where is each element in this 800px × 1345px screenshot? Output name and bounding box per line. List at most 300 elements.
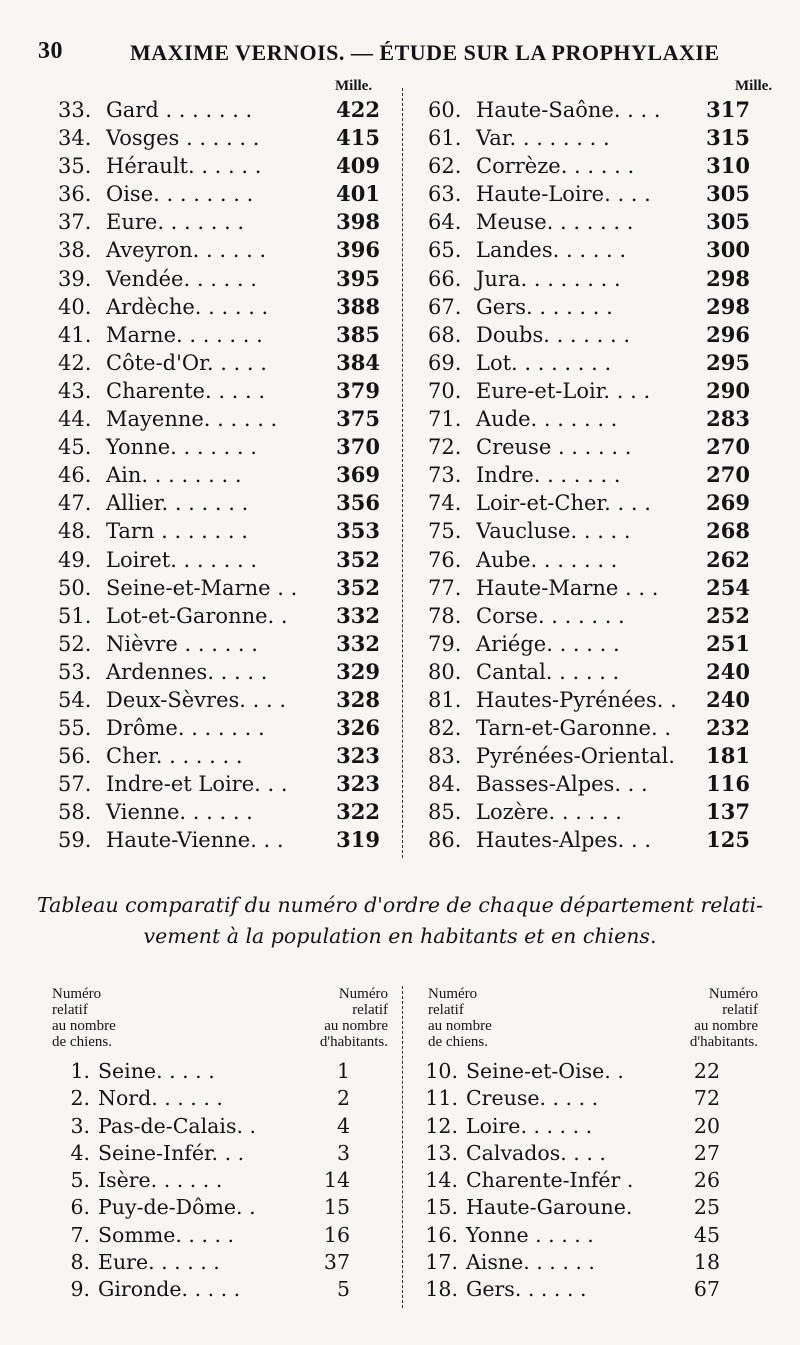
- row-number: 44.: [58, 407, 92, 432]
- row-number: 82.: [428, 716, 462, 741]
- row-value: 283: [706, 406, 750, 432]
- row-number: 63.: [428, 182, 462, 207]
- row-value: 2: [336, 1086, 350, 1111]
- row-number: 48.: [58, 519, 92, 544]
- row-number: 6.: [70, 1195, 90, 1220]
- row-number: 36.: [58, 182, 92, 207]
- row-value: 269: [706, 490, 750, 516]
- table-row: [58, 546, 380, 574]
- row-number: 35.: [58, 154, 92, 179]
- row-value: 45: [693, 1222, 720, 1247]
- table-row: [418, 1194, 720, 1221]
- row-value: 252: [706, 602, 750, 628]
- row-number: 81.: [428, 687, 462, 712]
- table2-right-column: [418, 1058, 720, 1304]
- department-name: Var. . . . . . . .: [476, 126, 610, 151]
- header-line: Numéro: [708, 986, 758, 1002]
- table-row: [418, 1222, 720, 1249]
- row-number: 17.: [425, 1250, 458, 1275]
- row-value: 329: [336, 658, 380, 684]
- row-number: 16.: [425, 1222, 458, 1247]
- row-number: 47.: [58, 491, 92, 516]
- header-line: Numéro: [338, 986, 388, 1002]
- table-row: [58, 152, 380, 180]
- table-row: [428, 293, 750, 321]
- table-row: [58, 686, 380, 714]
- row-number: 68.: [428, 322, 462, 347]
- row-number: 64.: [428, 210, 462, 235]
- table2-caption: [30, 890, 770, 952]
- row-number: 57.: [58, 772, 92, 797]
- table-row: [428, 349, 750, 377]
- table-row: [58, 124, 380, 152]
- row-number: 84.: [428, 772, 462, 797]
- row-number: 85.: [428, 800, 462, 825]
- department-name: Seine-et-Marne . .: [106, 575, 298, 600]
- department-name: Drôme. . . . . . .: [106, 716, 265, 741]
- table-row: [428, 208, 750, 236]
- department-name: Seine-et-Oise. .: [466, 1059, 624, 1083]
- department-name: Eure-et-Loir. . . .: [476, 378, 651, 403]
- table2-left-column: [50, 1058, 350, 1304]
- row-value: 385: [336, 321, 380, 347]
- department-name: Vaucluse. . . . .: [476, 519, 631, 544]
- row-number: 15.: [425, 1195, 458, 1220]
- table-row: [58, 405, 380, 433]
- department-name: Haute-Loire. . . .: [476, 182, 651, 207]
- row-number: 78.: [428, 603, 462, 628]
- row-number: 54.: [58, 687, 92, 712]
- row-value: 401: [336, 181, 380, 207]
- table-row: [58, 321, 380, 349]
- table-row: [58, 517, 380, 545]
- department-name: Pas-de-Calais. .: [98, 1113, 257, 1138]
- header-line: au nombre: [694, 1018, 758, 1034]
- table-row: [428, 602, 750, 630]
- row-number: 62.: [428, 154, 462, 179]
- header-line: relatif: [722, 1002, 758, 1018]
- table-row: [58, 798, 380, 826]
- department-name: Corrèze. . . . . .: [476, 154, 635, 179]
- row-value: 232: [706, 715, 750, 741]
- table-row: [58, 742, 380, 770]
- row-number: 79.: [428, 631, 462, 656]
- table-row: [58, 265, 380, 293]
- department-name: Charente. . . . .: [106, 378, 266, 403]
- row-value: 15: [323, 1195, 350, 1220]
- row-number: 41.: [58, 322, 92, 347]
- table2-column-divider: [402, 986, 403, 1308]
- department-name: Lot-et-Garonne. .: [106, 603, 288, 628]
- table-row: [58, 714, 380, 742]
- table-row: [428, 658, 750, 686]
- row-value: 422: [336, 97, 380, 122]
- row-number: 70.: [428, 378, 462, 403]
- table-row: [428, 686, 750, 714]
- department-name: Puy-de-Dôme. .: [98, 1195, 256, 1220]
- row-value: 27: [693, 1140, 720, 1165]
- department-name: Cantal. . . . . .: [476, 659, 620, 684]
- row-number: 83.: [428, 744, 462, 769]
- department-name: Corse. . . . . . .: [476, 603, 625, 628]
- department-name: Jura. . . . . . . .: [476, 266, 621, 291]
- row-number: 46.: [58, 463, 92, 488]
- row-value: 328: [336, 686, 380, 712]
- row-number: 39.: [58, 266, 92, 291]
- row-value: 375: [336, 406, 380, 432]
- department-name: Marne. . . . . . .: [106, 322, 263, 347]
- row-number: 2.: [70, 1086, 90, 1111]
- row-number: 72.: [428, 435, 462, 460]
- department-name: Landes. . . . . .: [476, 238, 627, 263]
- unit-label-right: Mille.: [735, 78, 773, 94]
- row-value: 305: [706, 209, 750, 235]
- row-value: 26: [693, 1168, 720, 1193]
- row-value: 379: [336, 377, 380, 403]
- department-name: Haute-Marne . . .: [476, 575, 659, 600]
- row-number: 18.: [425, 1277, 458, 1302]
- department-name: Hautes-Pyrénées. .: [476, 687, 677, 712]
- table2-header-people-right: [650, 986, 758, 1050]
- department-name: Lot. . . . . . . .: [476, 350, 612, 375]
- department-name: Aisne. . . . . .: [466, 1250, 595, 1275]
- department-name: Tarn . . . . . . .: [106, 519, 248, 544]
- row-number: 9.: [70, 1277, 90, 1302]
- department-name: Ain. . . . . . . .: [106, 463, 242, 488]
- row-value: 317: [706, 97, 750, 122]
- department-name: Oise. . . . . . . .: [106, 182, 254, 207]
- department-name: Loir-et-Cher. . . .: [476, 491, 651, 516]
- table-row: [58, 770, 380, 798]
- department-name: Tarn-et-Garonne. .: [476, 716, 671, 741]
- table-row: [428, 433, 750, 461]
- table-row: [50, 1194, 350, 1221]
- header-line: de chiens.: [52, 1034, 112, 1050]
- row-value: 322: [336, 799, 380, 825]
- table-row: [428, 124, 750, 152]
- row-value: 305: [706, 181, 750, 207]
- table-row: [428, 96, 750, 124]
- row-number: 5.: [70, 1168, 90, 1193]
- row-value: 72: [693, 1086, 720, 1111]
- department-name: Aube. . . . . . .: [476, 547, 618, 572]
- row-number: 7.: [70, 1222, 90, 1247]
- row-value: 25: [693, 1195, 720, 1220]
- table2-header-dogs-left: [52, 986, 116, 1050]
- row-number: 61.: [428, 126, 462, 151]
- row-value: 16: [323, 1222, 350, 1247]
- department-name: Nièvre . . . . . .: [106, 631, 258, 656]
- row-number: 80.: [428, 659, 462, 684]
- department-name: Eure. . . . . .: [98, 1250, 220, 1275]
- row-value: 352: [336, 574, 380, 600]
- table-row: [58, 602, 380, 630]
- header-line: Numéro: [52, 986, 102, 1002]
- table-row: [50, 1276, 350, 1303]
- table1-right-column: [428, 96, 750, 855]
- department-name: Loiret. . . . . . .: [106, 547, 257, 572]
- department-name: Hérault. . . . . .: [106, 154, 262, 179]
- caption-line-1: Tableau comparatif du numéro d'ordre de chaque département relati-: [37, 893, 763, 917]
- department-name: Indre. . . . . . .: [476, 463, 621, 488]
- department-name: Eure. . . . . . .: [106, 210, 245, 235]
- department-name: Côte-d'Or. . . . .: [106, 350, 267, 375]
- department-name: Meuse. . . . . . .: [476, 210, 634, 235]
- row-value: 1: [336, 1059, 350, 1083]
- department-name: Isère. . . . . .: [98, 1168, 223, 1193]
- department-name: Loire. . . . . .: [466, 1113, 593, 1138]
- table-row: [428, 377, 750, 405]
- table-row: [58, 349, 380, 377]
- department-name: Haute-Garoune.: [466, 1195, 633, 1220]
- row-value: 251: [706, 630, 750, 656]
- row-value: 310: [706, 153, 750, 179]
- table-row: [428, 714, 750, 742]
- row-number: 40.: [58, 294, 92, 319]
- department-name: Pyrénées-Oriental.: [476, 744, 675, 769]
- department-name: Lozère. . . . . .: [476, 800, 622, 825]
- table-row: [58, 630, 380, 658]
- table-row: [50, 1249, 350, 1276]
- table-row: [418, 1249, 720, 1276]
- table-row: [58, 826, 380, 854]
- department-name: Aveyron. . . . . .: [106, 238, 267, 263]
- row-number: 10.: [425, 1059, 458, 1083]
- row-value: 254: [706, 574, 750, 600]
- department-name: Somme. . . . .: [98, 1222, 235, 1247]
- table-row: [428, 461, 750, 489]
- department-name: Yonne . . . . .: [466, 1222, 594, 1247]
- row-value: 323: [336, 771, 380, 797]
- department-name: Indre-et Loire. . .: [106, 772, 288, 797]
- table-row: [50, 1085, 350, 1112]
- row-number: 13.: [425, 1140, 458, 1165]
- unit-label-left: Mille.: [335, 78, 373, 94]
- row-value: 270: [706, 434, 750, 460]
- row-number: 56.: [58, 744, 92, 769]
- header-line: relatif: [428, 1002, 464, 1018]
- row-value: 356: [336, 490, 380, 516]
- row-number: 55.: [58, 716, 92, 741]
- caption-line-2: vement à la population en habitants et en chiens.: [143, 924, 657, 948]
- row-number: 75.: [428, 519, 462, 544]
- row-value: 319: [336, 827, 380, 853]
- row-number: 53.: [58, 659, 92, 684]
- row-number: 73.: [428, 463, 462, 488]
- department-name: Charente-Infér .: [466, 1168, 634, 1193]
- row-value: 20: [693, 1113, 720, 1138]
- header-line: au nombre: [52, 1018, 116, 1034]
- header-line: d'habitants.: [319, 1034, 388, 1050]
- row-number: 11.: [425, 1086, 458, 1111]
- row-value: 295: [706, 349, 750, 375]
- row-number: 77.: [428, 575, 462, 600]
- row-value: 353: [336, 518, 380, 544]
- row-value: 37: [323, 1250, 350, 1275]
- row-number: 49.: [58, 547, 92, 572]
- table-row: [50, 1113, 350, 1140]
- table-row: [58, 461, 380, 489]
- row-number: 52.: [58, 631, 92, 656]
- row-value: 398: [336, 209, 380, 235]
- row-number: 60.: [428, 98, 462, 122]
- row-value: 270: [706, 462, 750, 488]
- table-row: [428, 517, 750, 545]
- row-value: 125: [706, 827, 750, 853]
- table-row: [428, 826, 750, 854]
- row-value: 332: [336, 630, 380, 656]
- department-name: Gers. . . . . .: [466, 1277, 587, 1302]
- department-name: Aude. . . . . . .: [476, 407, 618, 432]
- row-value: 395: [336, 265, 380, 291]
- table1-left-column: [58, 96, 380, 855]
- row-value: 14: [323, 1168, 350, 1193]
- header-line: Numéro: [428, 986, 478, 1002]
- row-value: 5: [336, 1277, 350, 1302]
- table-row: [418, 1058, 720, 1085]
- row-value: 262: [706, 546, 750, 572]
- table-row: [58, 96, 380, 124]
- table-row: [58, 377, 380, 405]
- department-name: Yonne. . . . . . .: [106, 435, 257, 460]
- row-number: 74.: [428, 491, 462, 516]
- row-value: 3: [336, 1140, 350, 1165]
- row-value: 268: [706, 518, 750, 544]
- table-row: [58, 489, 380, 517]
- department-name: Cher. . . . . . .: [106, 744, 243, 769]
- department-name: Haute-Vienne. . .: [106, 828, 284, 853]
- row-number: 14.: [425, 1168, 458, 1193]
- row-value: 18: [693, 1250, 720, 1275]
- row-value: 22: [693, 1059, 720, 1083]
- row-number: 67.: [428, 294, 462, 319]
- table-row: [428, 742, 750, 770]
- header-line: relatif: [352, 1002, 388, 1018]
- row-number: 51.: [58, 603, 92, 628]
- row-number: 42.: [58, 350, 92, 375]
- row-number: 66.: [428, 266, 462, 291]
- row-number: 69.: [428, 350, 462, 375]
- department-name: Gironde. . . . .: [98, 1277, 241, 1302]
- row-value: 370: [336, 434, 380, 460]
- department-name: Calvados. . . .: [466, 1140, 606, 1165]
- row-value: 137: [706, 799, 750, 825]
- row-number: 3.: [70, 1113, 90, 1138]
- department-name: Ardèche. . . . . .: [106, 294, 269, 319]
- table-row: [428, 489, 750, 517]
- row-value: 240: [706, 658, 750, 684]
- row-number: 43.: [58, 378, 92, 403]
- row-value: 4: [336, 1113, 350, 1138]
- row-value: 369: [336, 462, 380, 488]
- row-number: 8.: [70, 1250, 90, 1275]
- table-row: [418, 1085, 720, 1112]
- row-number: 37.: [58, 210, 92, 235]
- table-row: [428, 321, 750, 349]
- table-row: [428, 770, 750, 798]
- table-row: [58, 236, 380, 264]
- header-line: relatif: [52, 1002, 88, 1018]
- table-row: [58, 574, 380, 602]
- department-name: Vienne. . . . . .: [106, 800, 253, 825]
- row-number: 34.: [58, 126, 92, 151]
- row-value: 415: [336, 125, 380, 151]
- row-number: 76.: [428, 547, 462, 572]
- table-row: [428, 236, 750, 264]
- row-number: 45.: [58, 435, 92, 460]
- table-row: [418, 1167, 720, 1194]
- row-number: 59.: [58, 828, 92, 853]
- running-title: MAXIME VERNOIS. — ÉTUDE SUR LA PROPHYLAXIE: [130, 40, 720, 65]
- row-value: 332: [336, 602, 380, 628]
- row-value: 409: [336, 153, 380, 179]
- row-number: 12.: [425, 1113, 458, 1138]
- row-number: 38.: [58, 238, 92, 263]
- row-number: 33.: [58, 98, 92, 122]
- department-name: Creuse. . . . .: [466, 1086, 599, 1111]
- row-value: 396: [336, 237, 380, 263]
- row-number: 1.: [70, 1059, 90, 1083]
- row-value: 300: [706, 237, 750, 263]
- table-row: [50, 1140, 350, 1167]
- department-name: Creuse . . . . . .: [476, 435, 632, 460]
- row-value: 298: [706, 293, 750, 319]
- table-row: [428, 180, 750, 208]
- table-row: [418, 1140, 720, 1167]
- header-line: au nombre: [428, 1018, 492, 1034]
- table-row: [428, 546, 750, 574]
- row-value: 388: [336, 293, 380, 319]
- table-row: [428, 630, 750, 658]
- department-name: Haute-Saône. . . .: [476, 98, 661, 122]
- table-row: [428, 265, 750, 293]
- table-row: [418, 1113, 720, 1140]
- department-name: Doubs. . . . . . .: [476, 322, 631, 347]
- table-row: [50, 1058, 350, 1085]
- department-name: Ardennes. . . . .: [106, 659, 268, 684]
- row-value: 315: [706, 125, 750, 151]
- header-line: de chiens.: [428, 1034, 488, 1050]
- table-row: [58, 208, 380, 236]
- row-value: 298: [706, 265, 750, 291]
- table-row: [428, 798, 750, 826]
- row-number: 4.: [70, 1140, 90, 1165]
- row-number: 65.: [428, 238, 462, 263]
- department-name: Seine. . . . .: [98, 1059, 215, 1083]
- row-value: 352: [336, 546, 380, 572]
- row-number: 86.: [428, 828, 462, 853]
- department-name: Seine-Infér. . .: [98, 1140, 245, 1165]
- row-number: 50.: [58, 575, 92, 600]
- table2-header-people-left: [280, 986, 388, 1050]
- row-number: 58.: [58, 800, 92, 825]
- header-line: au nombre: [324, 1018, 388, 1034]
- department-name: Basses-Alpes. . .: [476, 772, 648, 797]
- row-value: 67: [693, 1277, 720, 1302]
- table-row: [428, 574, 750, 602]
- department-name: Deux-Sèvres. . . .: [106, 687, 287, 712]
- table-row: [58, 180, 380, 208]
- table-row: [50, 1167, 350, 1194]
- row-value: 240: [706, 686, 750, 712]
- column-divider: [402, 88, 403, 858]
- department-name: Gard . . . . . . .: [106, 98, 253, 122]
- department-name: Mayenne. . . . . .: [106, 407, 278, 432]
- row-value: 296: [706, 321, 750, 347]
- table-row: [58, 433, 380, 461]
- row-value: 290: [706, 377, 750, 403]
- row-value: 323: [336, 743, 380, 769]
